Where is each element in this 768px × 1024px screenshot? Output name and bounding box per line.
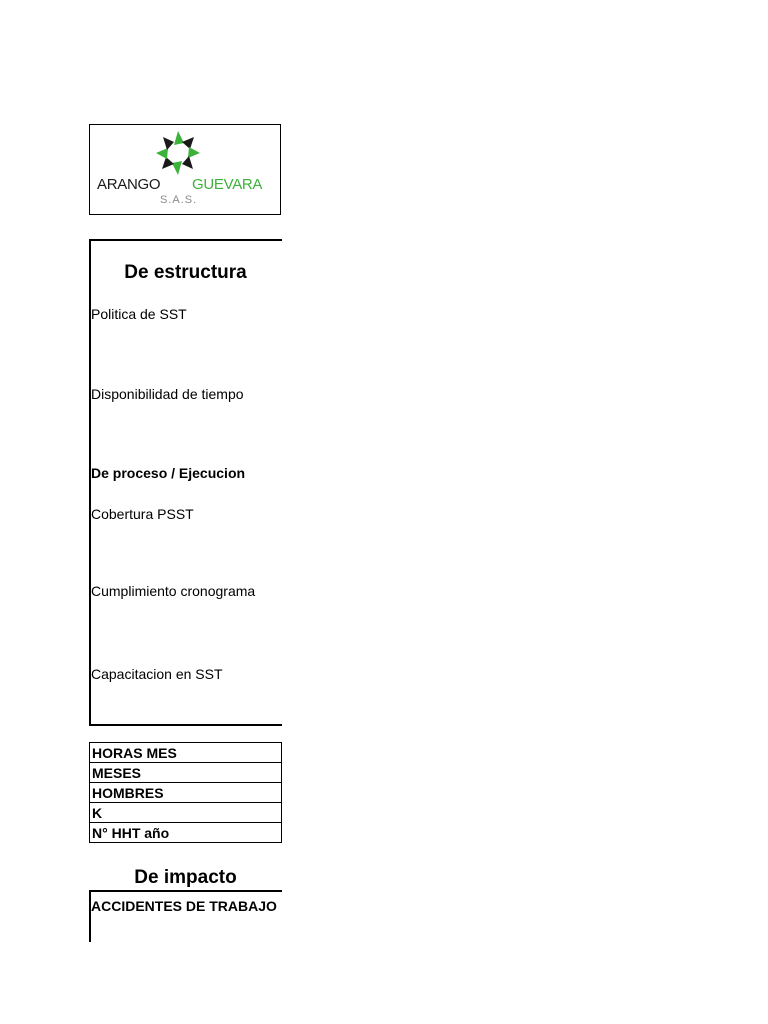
impact-section-title: De impacto	[134, 867, 237, 888]
company-logo-icon	[150, 128, 206, 178]
indicator-capacitacion-sst: Capacitacion en SST	[91, 666, 223, 682]
indicator-disponibilidad-tiempo: Disponibilidad de tiempo	[91, 386, 244, 402]
subsection-proceso-ejecucion: De proceso / Ejecucion	[91, 465, 246, 481]
logo-name-part2: GUEVARA	[192, 176, 263, 193]
hht-table	[89, 742, 282, 843]
table-row	[90, 783, 282, 803]
table-row	[90, 803, 282, 823]
hht-label-k: K	[90, 803, 282, 823]
impact-row-accidentes: ACCIDENTES DE TRABAJO	[91, 898, 277, 914]
table-row	[90, 743, 282, 763]
indicator-cumplimiento-cronograma: Cumplimiento cronograma	[91, 583, 256, 599]
hht-label-horas-mes: HORAS MES	[90, 743, 282, 763]
hht-label-meses: MESES	[90, 763, 282, 783]
indicator-politica-sst: Politica de SST	[91, 306, 187, 322]
logo-name-part1: ARANGO	[97, 176, 161, 193]
structure-section-title: De estructura	[124, 262, 247, 283]
hht-label-total-anual: N° HHT año	[90, 823, 282, 843]
table-row	[90, 823, 282, 843]
hht-label-hombres: HOMBRES	[90, 783, 282, 803]
table-row	[90, 763, 282, 783]
logo-subtitle: S.A.S.	[160, 194, 198, 206]
indicator-cobertura-psst: Cobertura PSST	[91, 506, 194, 522]
